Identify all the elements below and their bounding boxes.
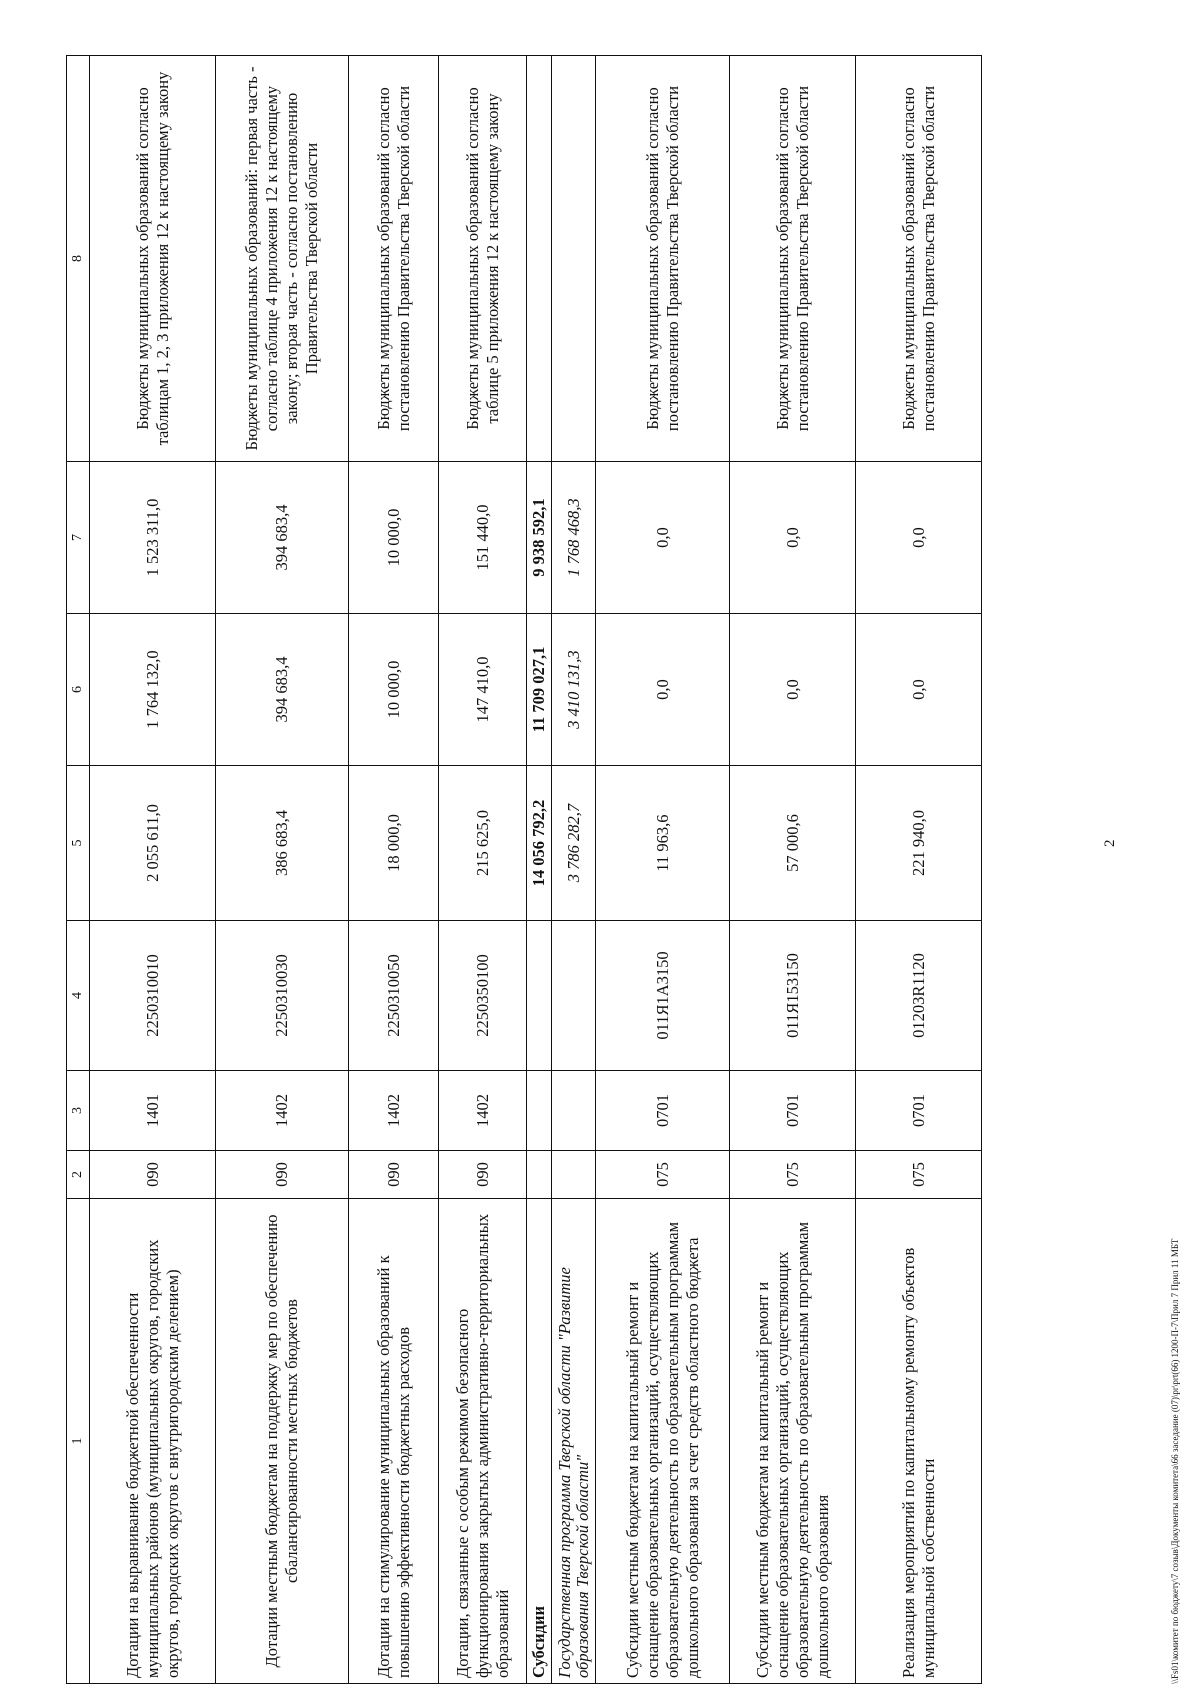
- column-header: 3: [67, 1071, 90, 1151]
- row-amount-1: 18 000,0: [349, 766, 439, 921]
- column-header: 6: [67, 614, 90, 766]
- row-admin-code: 075: [596, 1151, 730, 1199]
- row-amount-3: 0,0: [856, 462, 982, 614]
- row-recipients: Бюджеты муниципальных образований согласно таблице 5 приложения 12 к настоящему закону: [439, 56, 527, 462]
- row-amount-1: 3 786 282,7: [552, 766, 596, 921]
- row-amount-2: 10 000,0: [349, 614, 439, 766]
- row-amount-3: 151 440,0: [439, 462, 527, 614]
- row-recipients: [527, 56, 552, 462]
- row-amount-3: 0,0: [730, 462, 856, 614]
- row-amount-2: 0,0: [596, 614, 730, 766]
- column-header: 1: [67, 1199, 90, 1684]
- row-amount-1: 386 683,4: [216, 766, 349, 921]
- row-amount-1: 14 056 792,2: [527, 766, 552, 921]
- row-amount-2: 11 709 027,1: [527, 614, 552, 766]
- row-amount-3: 9 938 592,1: [527, 462, 552, 614]
- table-row-subtotal: [527, 56, 552, 1684]
- row-admin-code: 075: [730, 1151, 856, 1199]
- column-header: 4: [67, 921, 90, 1071]
- row-amount-2: 1 764 132,0: [90, 614, 216, 766]
- row-amount-1: 11 963,6: [596, 766, 730, 921]
- file-path-footer: \\Fs01\комитет по бюджету\7 созыв\Документы комитета\66 заседание (07)\pr\prt(66) 1200-П-7\Прил 7 Прил 11 МБТ: [1170, 1238, 1180, 1684]
- row-amount-2: 0,0: [856, 614, 982, 766]
- row-recipients: [552, 56, 596, 462]
- row-section-code: [527, 1071, 552, 1151]
- row-admin-code: 075: [856, 1151, 982, 1199]
- column-header: 8: [67, 56, 90, 462]
- table-row: [439, 56, 527, 1684]
- row-recipients: Бюджеты муниципальных образований согласно таблицам 1, 2, 3 приложения 12 к настоящему закону: [90, 56, 216, 462]
- row-recipients: Бюджеты муниципальных образований согласно постановлению Правительства Тверской области: [349, 56, 439, 462]
- table-row: [90, 56, 216, 1684]
- row-section-code: [552, 1071, 596, 1151]
- row-amount-3: 1 768 468,3: [552, 462, 596, 614]
- row-section-code: 0701: [856, 1071, 982, 1151]
- page-number: 2: [1102, 839, 1118, 847]
- row-amount-1: 57 000,6: [730, 766, 856, 921]
- table-row: [730, 56, 856, 1684]
- row-name: Дотации на выравнивание бюджетной обеспеченности муниципальных районов (муниципальных округов, городских округов, городских округов с внутригородским делением): [90, 1199, 216, 1684]
- row-recipients: Бюджеты муниципальных образований согласно постановлению Правительства Тверской области: [596, 56, 730, 462]
- row-section-code: 0701: [730, 1071, 856, 1151]
- row-amount-2: 3 410 131,3: [552, 614, 596, 766]
- column-header: 5: [67, 766, 90, 921]
- row-admin-code: 090: [349, 1151, 439, 1199]
- row-amount-3: 1 523 311,0: [90, 462, 216, 614]
- row-target-code: 01203R1120: [856, 921, 982, 1071]
- row-recipients: Бюджеты муниципальных образований: первая часть - согласно таблице 4 приложения 12 к настоящему закону; вторая часть - согласно постановлению Правительства Тверской области: [216, 56, 349, 462]
- row-target-code: 011Я1А3150: [596, 921, 730, 1071]
- row-amount-1: 2 055 611,0: [90, 766, 216, 921]
- table-row: [856, 56, 982, 1684]
- row-section-code: 1401: [90, 1071, 216, 1151]
- table-row: [349, 56, 439, 1684]
- row-admin-code: 090: [216, 1151, 349, 1199]
- row-name: Дотации, связанные с особым режимом безопасного функционирования закрытых административно-территориальных образований: [439, 1199, 527, 1684]
- table-row: [216, 56, 349, 1684]
- row-recipients: Бюджеты муниципальных образований согласно постановлению Правительства Тверской области: [730, 56, 856, 462]
- row-name: Субсидии местным бюджетам на капитальный ремонт и оснащение образовательных организаций, осуществляющих образовательную деятельность по образовательным программам дошкольного образования: [730, 1199, 856, 1684]
- row-admin-code: 090: [90, 1151, 216, 1199]
- row-name: Государственная программа Тверской области "Развитие образования Тверской области": [552, 1199, 596, 1684]
- row-target-code: 2250310050: [349, 921, 439, 1071]
- column-header: 2: [67, 1151, 90, 1199]
- row-section-code: 0701: [596, 1071, 730, 1151]
- row-amount-2: 147 410,0: [439, 614, 527, 766]
- row-admin-code: [552, 1151, 596, 1199]
- row-name: Субсидии местным бюджетам на капитальный ремонт и оснащение образовательных организаций, осуществляющих образовательную деятельность по образовательным программам дошкольного образования за счет средств областного бюджета: [596, 1199, 730, 1684]
- row-amount-2: 0,0: [730, 614, 856, 766]
- row-amount-1: 221 940,0: [856, 766, 982, 921]
- table-row-program: [552, 56, 596, 1684]
- row-target-code: 2250310030: [216, 921, 349, 1071]
- row-name: Дотации на стимулирование муниципальных образований к повышению эффективности бюджетных расходов: [349, 1199, 439, 1684]
- row-amount-3: 10 000,0: [349, 462, 439, 614]
- row-target-code: [527, 921, 552, 1071]
- row-recipients: Бюджеты муниципальных образований согласно постановлению Правительства Тверской области: [856, 56, 982, 462]
- row-admin-code: [527, 1151, 552, 1199]
- row-amount-2: 394 683,4: [216, 614, 349, 766]
- row-section-code: 1402: [216, 1071, 349, 1151]
- table-row: [596, 56, 730, 1684]
- row-amount-3: 394 683,4: [216, 462, 349, 614]
- budget-table: [66, 55, 982, 1684]
- row-name: Дотации местным бюджетам на поддержку мер по обеспечению сбалансированности местных бюджетов: [216, 1199, 349, 1684]
- row-amount-1: 215 625,0: [439, 766, 527, 921]
- row-admin-code: 090: [439, 1151, 527, 1199]
- row-section-code: 1402: [349, 1071, 439, 1151]
- row-name: Субсидии: [527, 1199, 552, 1684]
- row-amount-3: 0,0: [596, 462, 730, 614]
- column-header: 7: [67, 462, 90, 614]
- row-target-code: [552, 921, 596, 1071]
- table-header-row: [67, 56, 90, 1684]
- row-name: Реализация мероприятий по капитальному ремонту объектов муниципальной собственности: [856, 1199, 982, 1684]
- row-section-code: 1402: [439, 1071, 527, 1151]
- row-target-code: 2250350100: [439, 921, 527, 1071]
- row-target-code: 011Я153150: [730, 921, 856, 1071]
- row-target-code: 2250310010: [90, 921, 216, 1071]
